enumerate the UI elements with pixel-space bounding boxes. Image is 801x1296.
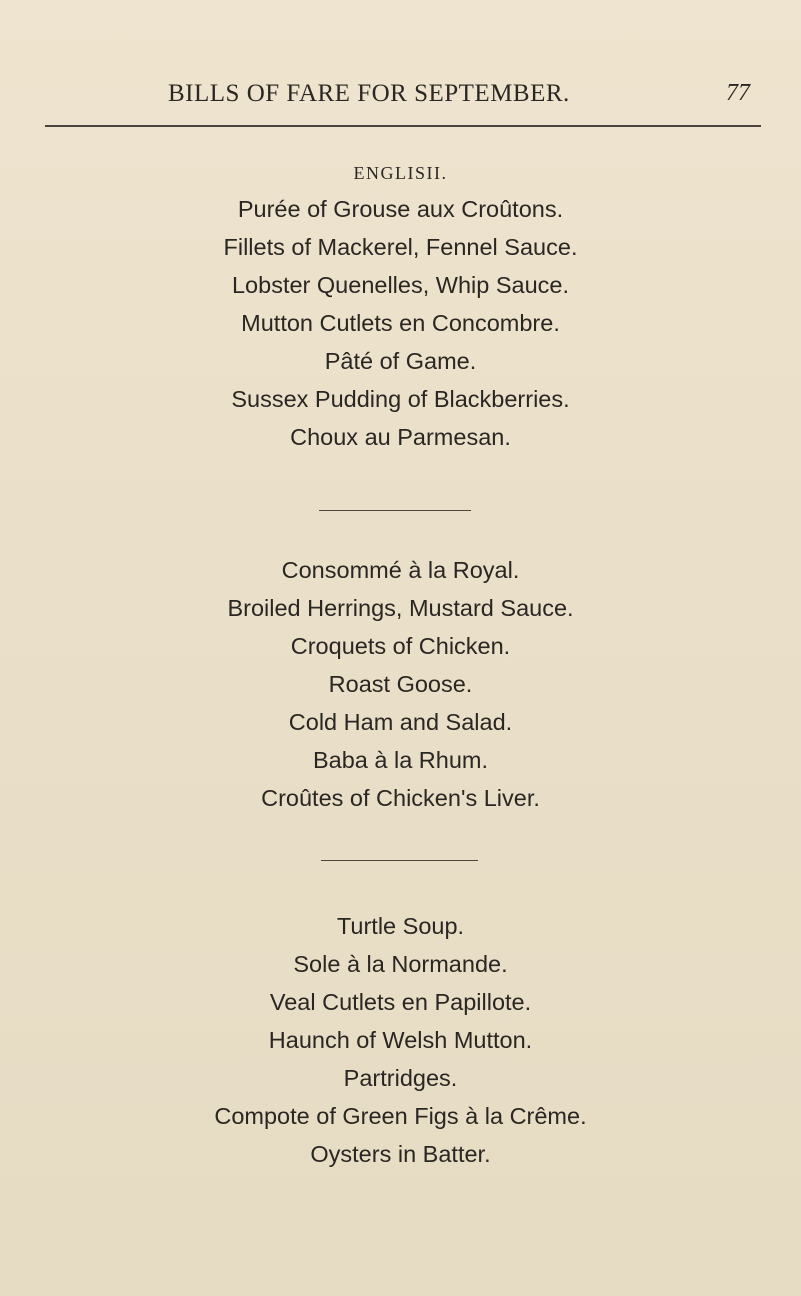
menu-item: Baba à la Rhum. (312, 747, 489, 773)
menu-item: Veal Cutlets en Papillote. (269, 989, 532, 1015)
menu-item: Mutton Cutlets en Concombre. (241, 310, 560, 336)
bill-of-fare-2 (0, 551, 801, 817)
menu-divider (319, 510, 471, 511)
menu-item: Compote of Green Figs à la Crême. (214, 1103, 587, 1129)
section-title: ENGLISII. (353, 163, 448, 183)
bill-of-fare-3 (0, 907, 801, 1173)
header-rule (45, 125, 761, 127)
menu-item: Croûtes of Chicken's Liver. (261, 785, 540, 811)
menu-item: Sussex Pudding of Blackberries. (231, 386, 570, 412)
menu-item: Sole à la Normande. (293, 951, 508, 977)
menu-item: Lobster Quenelles, Whip Sauce. (231, 272, 570, 298)
bill-of-fare-1 (0, 190, 801, 456)
menu-item: Croquets of Chicken. (290, 633, 511, 659)
menu-item: Broiled Herrings, Mustard Sauce. (227, 595, 574, 621)
running-head: BILLS OF FARE FOR SEPTEMBER. (168, 80, 570, 107)
menu-item: Roast Goose. (328, 671, 473, 697)
menu-item: Oysters in Batter. (310, 1141, 491, 1167)
menu-item: Turtle Soup. (336, 913, 465, 939)
menu-item: Partridges. (343, 1065, 458, 1091)
menu-item: Cold Ham and Salad. (288, 709, 513, 735)
menu-item: Purée of Grouse aux Croûtons. (237, 196, 564, 222)
menu-item: Haunch of Welsh Mutton. (268, 1027, 533, 1053)
menu-divider (321, 860, 478, 861)
menu-item: Consommé à la Royal. (281, 557, 520, 583)
menu-item: Choux au Parmesan. (290, 424, 511, 450)
menu-item: Pâté of Game. (324, 348, 477, 374)
menu-item: Fillets of Mackerel, Fennel Sauce. (223, 234, 578, 260)
page-number: 77 (726, 80, 750, 106)
